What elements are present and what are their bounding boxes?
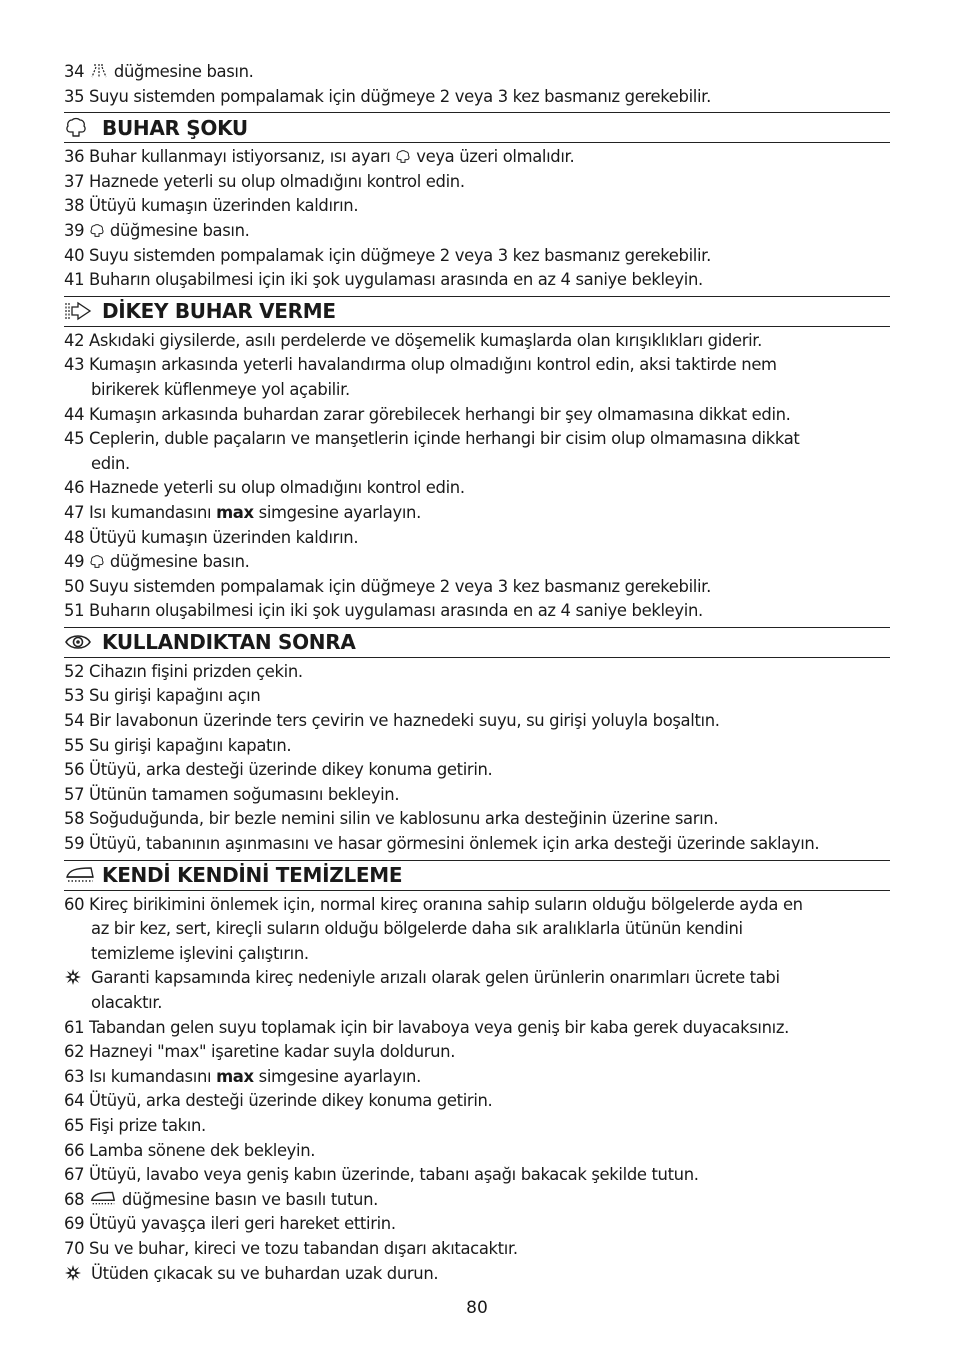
- steam-shot-icon: [89, 222, 105, 247]
- step-45-cont: edin.: [91, 453, 130, 473]
- step-67: 67 Ütüyü, lavabo veya geniş kabın üzerinde, tabanı aşağı bakacak şekilde tutun.: [64, 1165, 699, 1185]
- step-38: 38 Ütüyü kumaşın üzerinden kaldırın.: [64, 196, 359, 216]
- step-43: 43 Kumaşın arkasında yeterli havalandırma olup olmadığını kontrol edin, aksi taktirde nem: [64, 355, 777, 375]
- steam-shot-icon: [64, 117, 102, 139]
- step-61: 61 Tabandan gelen suyu toplamak için bir lavaboya veya geniş bir kaba gerek duyacaksınız.: [64, 1017, 789, 1037]
- step-36: 36 Buhar kullanmayı istiyorsanız, ısı ayarı veya üzeri olmalıdır.: [64, 145, 890, 170]
- section-title: DİKEY BUHAR VERME: [102, 299, 336, 324]
- step-52: 52 Cihazın fişini prizden çekin.: [64, 661, 303, 681]
- step-60-cont2: temizleme işlevini çalıştırın.: [91, 943, 309, 963]
- step-39: 39 düğmesine basın.: [64, 219, 890, 244]
- step-60: 60 Kireç birikimini önlemek için, normal kireç oranına sahip suların olduğu bölgelerde ayda en: [64, 894, 803, 914]
- step-46: 46 Haznede yeterli su olup olmadığını kontrol edin.: [64, 478, 465, 498]
- vertical-steam-icon: [64, 300, 102, 322]
- step-54: 54 Bir lavabonun üzerinde ters çevirin ve haznedeki suyu, su girişi yoluyla boşaltın.: [64, 711, 720, 731]
- step-53: 53 Su girişi kapağını açın: [64, 686, 261, 706]
- step-35: 35 Suyu sistemden pompalamak için düğmeye 2 veya 3 kez basmanız gerekebilir.: [64, 86, 711, 106]
- step-69: 69 Ütüyü yavaşça ileri geri hareket ettirin.: [64, 1214, 396, 1234]
- section-title: KENDİ KENDİNİ TEMİZLEME: [102, 863, 403, 888]
- section-header-kendi-kendini-temizleme: [64, 860, 890, 891]
- step-59: 59 Ütüyü, tabanının aşınmasını ve hasar görmesini önlemek için arka desteği üzerinde saklayın.: [64, 834, 820, 854]
- step-63: 63 Isı kumandasını max simgesine ayarlayın.: [64, 1066, 421, 1086]
- step-70: 70 Su ve buhar, kireci ve tozu tabandan dışarı akıtacaktır.: [64, 1238, 518, 1258]
- warning-2: Ütüden çıkacak su ve buhardan uzak durun.: [64, 1262, 890, 1287]
- step-65: 65 Fişi prize takın.: [64, 1115, 206, 1135]
- step-60-cont: az bir kez, sert, kireçli suların olduğu bölgelerde daha sık aralıklarla ütünün kendini: [91, 919, 743, 939]
- step-37: 37 Haznede yeterli su olup olmadığını kontrol edin.: [64, 171, 465, 191]
- section-title: BUHAR ŞOKU: [102, 115, 248, 140]
- step-50: 50 Suyu sistemden pompalamak için düğmeye 2 veya 3 kez basmanız gerekebilir.: [64, 576, 711, 596]
- self-clean-icon: [64, 864, 102, 886]
- warning-1-cont: olacaktır.: [91, 993, 163, 1012]
- section-header-buhar-soku: [64, 112, 890, 143]
- step-64: 64 Ütüyü, arka desteği üzerinde dikey konuma getirin.: [64, 1091, 493, 1111]
- step-49: 49 düğmesine basın.: [64, 550, 890, 575]
- manual-page: [64, 60, 890, 1286]
- step-68: 68 düğmesine basın ve basılı tutun.: [64, 1188, 890, 1213]
- step-47: 47 Isı kumandasını max simgesine ayarlayın.: [64, 502, 421, 522]
- section-header-dikey-buhar: [64, 296, 890, 327]
- steam-shot-icon: [89, 553, 105, 578]
- step-44: 44 Kumaşın arkasında buhardan zarar görebilecek herhangi bir şey olmamasına dikkat edin.: [64, 404, 791, 424]
- step-56: 56 Ütüyü, arka desteği üzerinde dikey konuma getirin.: [64, 760, 493, 780]
- section-title: KULLANDIKTAN SONRA: [102, 630, 356, 655]
- step-40: 40 Suyu sistemden pompalamak için düğmeye 2 veya 3 kez basmanız gerekebilir.: [64, 245, 711, 265]
- step-48: 48 Ütüyü kumaşın üzerinden kaldırın.: [64, 527, 359, 547]
- eye-icon: [64, 632, 102, 652]
- step-66: 66 Lamba sönene dek bekleyin.: [64, 1140, 316, 1160]
- section-header-kullandiktan-sonra: [64, 627, 890, 658]
- spray-icon: [89, 62, 109, 88]
- step-62: 62 Hazneyi "max" işaretine kadar suyla doldurun.: [64, 1042, 456, 1062]
- step-34: 34 düğmesine basın.: [64, 60, 890, 85]
- warning-star-icon: [64, 1262, 91, 1287]
- step-58: 58 Soğuduğunda, bir bezle nemini silin ve kablosunu arka desteğinin üzerine sarın.: [64, 809, 719, 829]
- page-number: 80: [466, 1298, 488, 1318]
- step-55: 55 Su girişi kapağını kapatın.: [64, 735, 292, 755]
- warning-star-icon: [64, 966, 91, 991]
- self-clean-icon: [89, 1189, 117, 1216]
- step-51: 51 Buharın oluşabilmesi için iki şok uygulaması arasında en az 4 saniye bekleyin.: [64, 601, 703, 621]
- step-41: 41 Buharın oluşabilmesi için iki şok uygulaması arasında en az 4 saniye bekleyin.: [64, 270, 703, 290]
- step-57: 57 Ütünün tamamen soğumasını bekleyin.: [64, 784, 400, 804]
- step-43-cont: birikerek küflenmeye yol açabilir.: [91, 379, 350, 399]
- step-42: 42 Askıdaki giysilerde, asılı perdelerde ve döşemelik kumaşlarda olan kırışıklıkları giderir.: [64, 330, 763, 350]
- step-45: 45 Ceplerin, duble paçaların ve manşetlerin içinde herhangi bir cisim olup olmamasına dikkat: [64, 429, 800, 449]
- warning-1: Garanti kapsamında kireç nedeniyle arızalı olarak gelen ürünlerin onarımları ücrete tabi: [64, 966, 890, 991]
